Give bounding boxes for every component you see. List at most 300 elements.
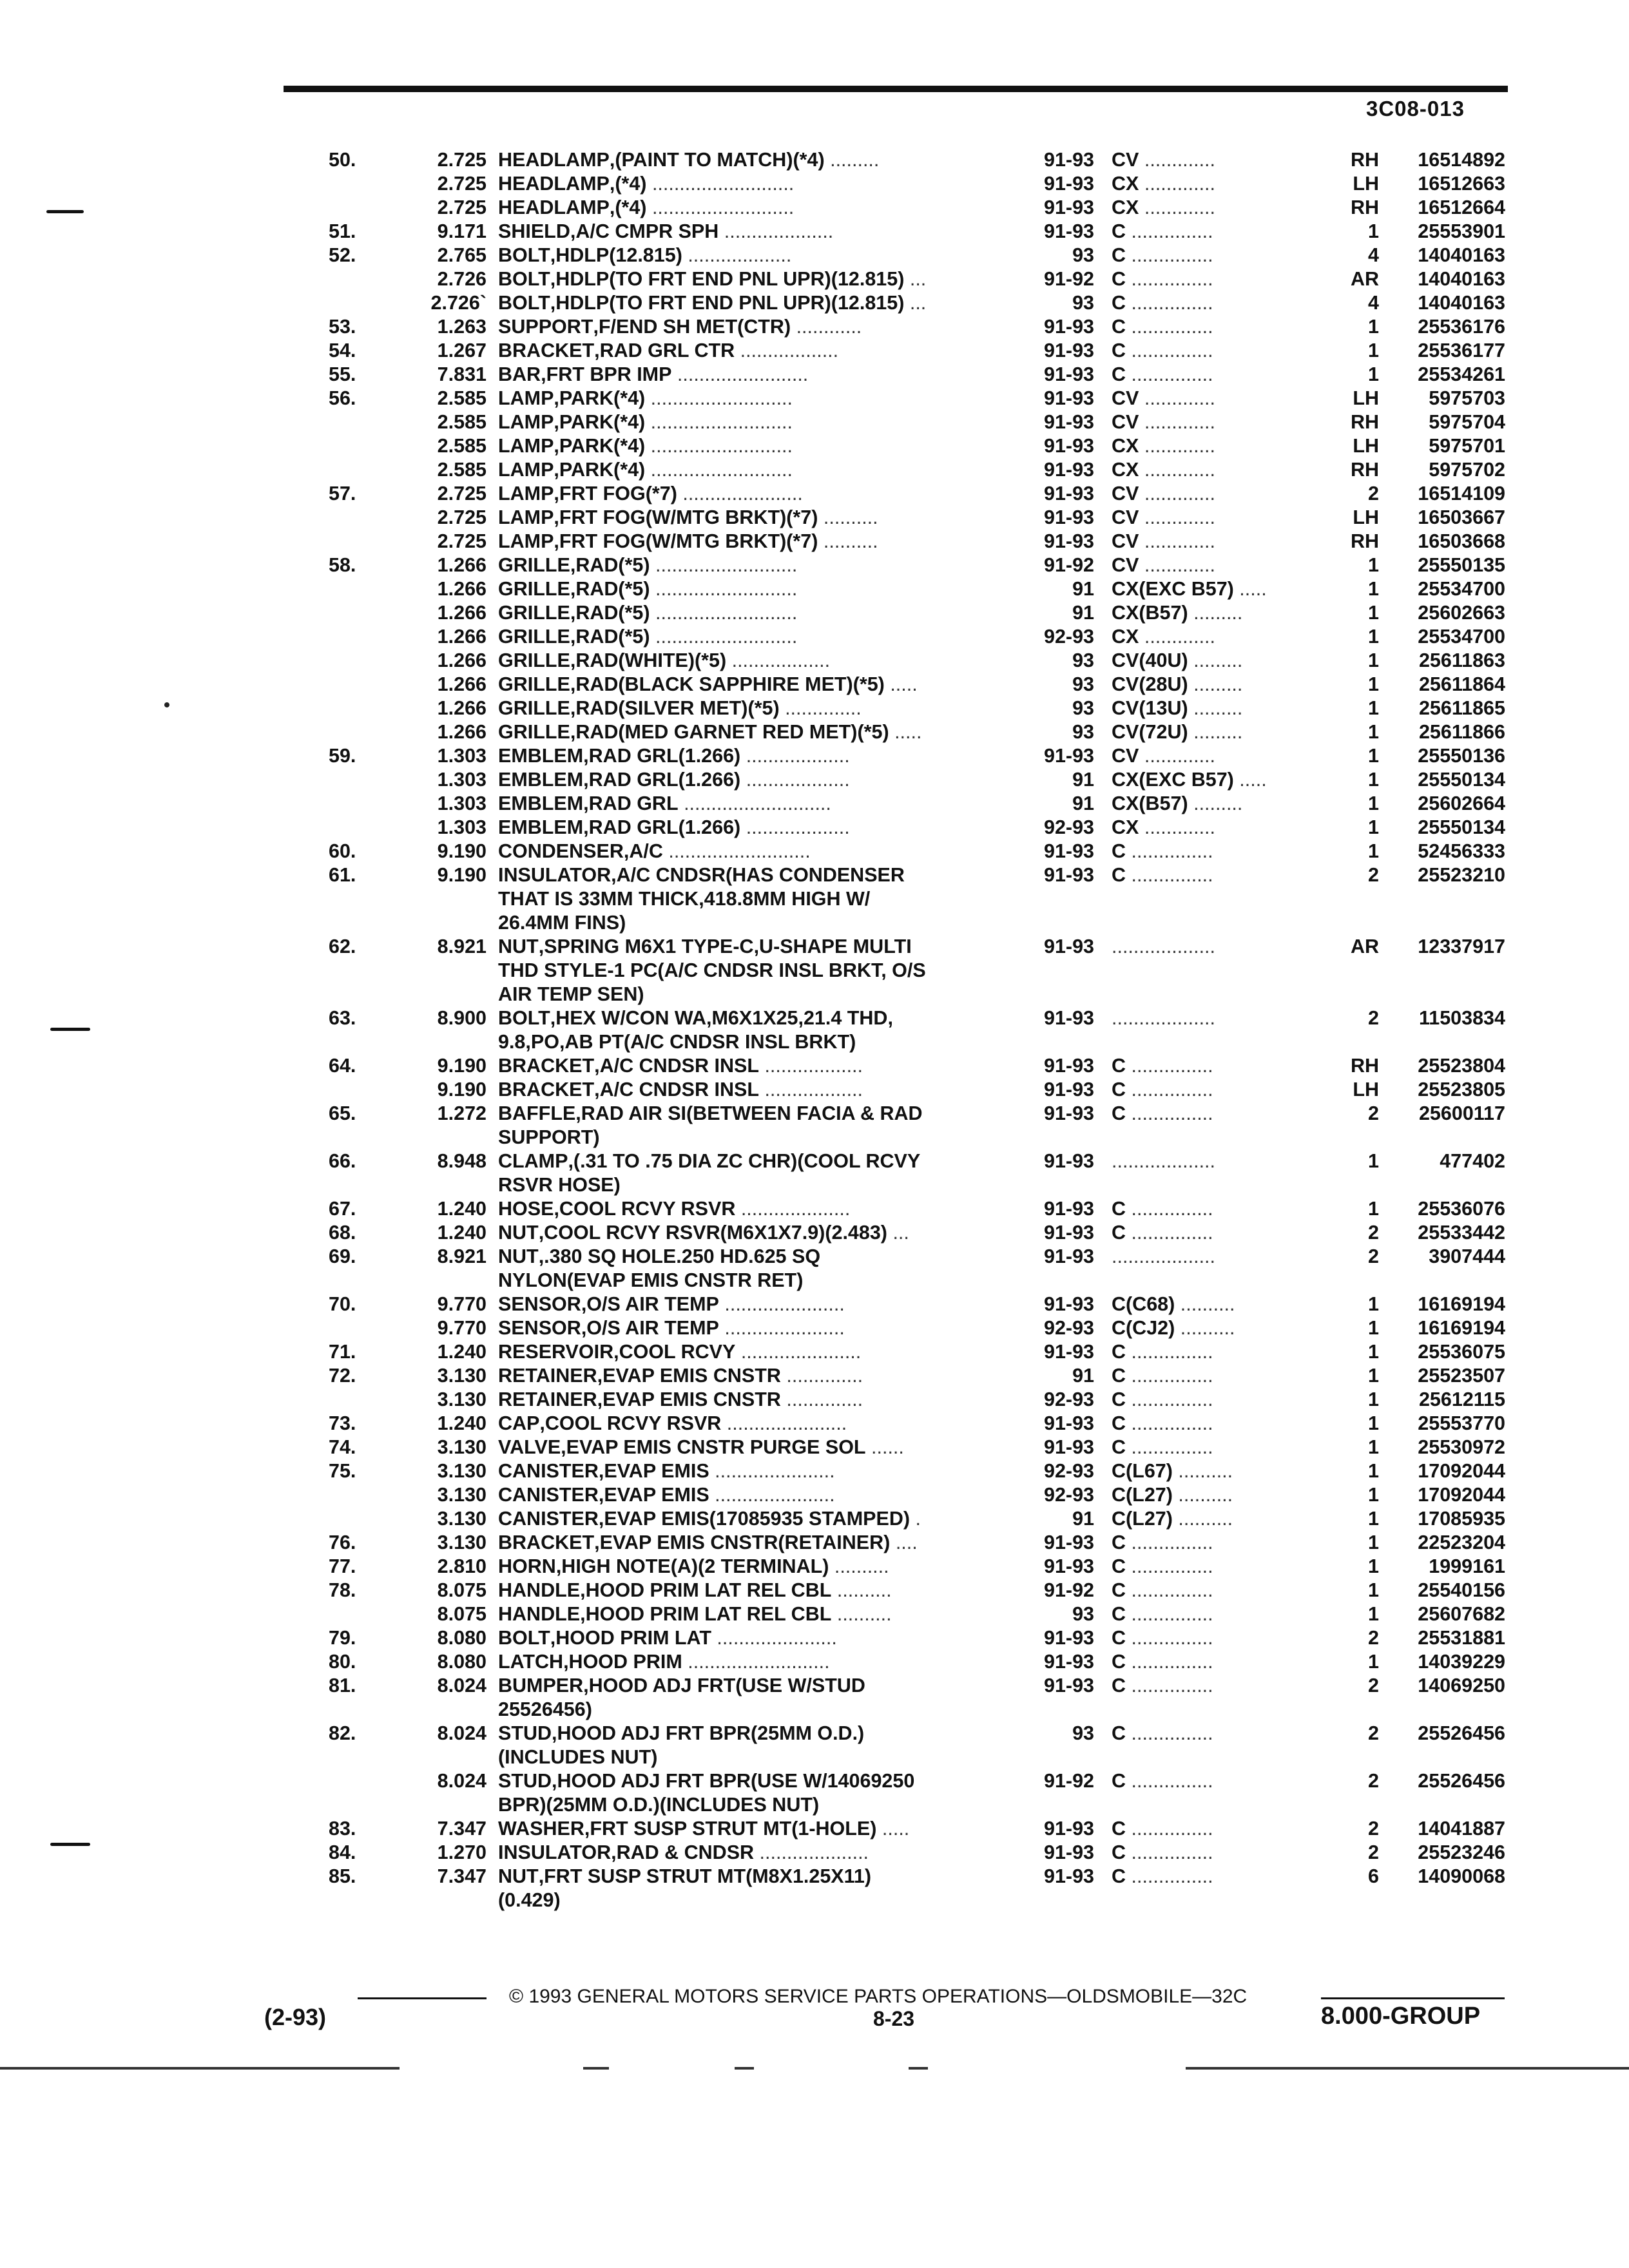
part-number: 14040163 [1418, 268, 1505, 290]
part-description: ,A/C CNDSR INSL [594, 1079, 759, 1100]
quantity: 1 [1368, 1341, 1379, 1363]
item-number: 78. [329, 1579, 356, 1601]
part-name: HOSE [498, 1198, 554, 1220]
leader-dots: ...................... [721, 1412, 847, 1434]
part-name: GRILLE [498, 721, 570, 743]
part-name: NUT [498, 936, 539, 957]
model-cell [1112, 1626, 1213, 1650]
model-years: 92-93 [1043, 1484, 1094, 1506]
part-number: 477402 [1440, 1150, 1505, 1172]
model-cell [1112, 315, 1213, 339]
leader-dots: .............. [780, 1389, 863, 1410]
quantity: 1 [1368, 793, 1379, 814]
margin-mark [50, 1028, 90, 1031]
parts-row [0, 1650, 1629, 1674]
quantity: 1 [1368, 578, 1379, 600]
footer-date: (2-93) [264, 2004, 327, 2030]
model-years: 91 [1072, 769, 1094, 791]
illustration-ref: 3.130 [437, 1508, 487, 1530]
model-cell [1112, 1841, 1213, 1865]
part-name: BOLT [498, 268, 550, 290]
illustration-ref: 1.266 [437, 626, 487, 648]
quantity: 2 [1368, 483, 1379, 505]
item-number: 74. [329, 1436, 356, 1458]
leader-dots: ............. [1139, 173, 1216, 195]
part-description: ,EVAP EMIS CNSTR(RETAINER) [594, 1532, 891, 1553]
leader-dots: ........................ [671, 363, 809, 385]
quantity: 1 [1368, 1198, 1379, 1220]
quantity: 2 [1368, 1627, 1379, 1649]
quantity: 1 [1368, 1603, 1379, 1625]
leader-dots: .......................... [662, 840, 811, 862]
item-number: 60. [329, 840, 356, 862]
part-name: GRILLE [498, 578, 570, 600]
group-label: 8.000-GROUP [1321, 2003, 1481, 2030]
leader-dots: ............. [1139, 483, 1216, 505]
part-name: LAMP [498, 530, 554, 552]
part-description: ,HOOD ADJ FRT BPR(USE W/14069250 [552, 1770, 915, 1792]
illustration-ref: 2.810 [437, 1555, 487, 1577]
illustration-ref: 2.726 [437, 268, 487, 290]
model-code: CV [1112, 506, 1139, 528]
part-number: 1999161 [1429, 1555, 1505, 1577]
part-name-cell [498, 1221, 909, 1245]
quantity: 1 [1368, 1389, 1379, 1410]
part-name: HEADLAMP [498, 173, 610, 195]
part-description: ,A/C CMPR SPH [570, 220, 719, 242]
parts-row [0, 244, 1629, 267]
part-name-cell [498, 1340, 861, 1364]
part-number: 52456333 [1418, 840, 1505, 862]
part-number: 25523507 [1418, 1365, 1505, 1387]
leader-dots: .................. [726, 649, 831, 671]
part-number: 25611864 [1418, 673, 1505, 695]
page-number: 8-23 [873, 2007, 915, 2030]
parts-row [0, 1555, 1629, 1579]
model-cell [1112, 768, 1267, 792]
illustration-ref: 2.585 [437, 387, 487, 409]
parts-row [0, 196, 1629, 220]
part-name-cell [498, 1412, 847, 1436]
model-years: 91-93 [1043, 1341, 1094, 1363]
part-name-cell [498, 1436, 904, 1459]
part-name: RETAINER [498, 1365, 597, 1387]
part-description: ,HOOD PRIM LAT [550, 1627, 711, 1649]
illustration-ref: 2.725 [437, 483, 487, 505]
part-name-cell [498, 1841, 869, 1865]
item-number: 75. [329, 1460, 356, 1482]
part-name: STUD [498, 1770, 552, 1792]
part-name-cell [498, 1579, 892, 1602]
item-number: 54. [329, 340, 356, 361]
leader-dots: .......... [829, 1555, 889, 1577]
illustration-ref: 1.267 [437, 340, 487, 361]
model-years: 91-93 [1043, 1818, 1094, 1840]
part-description: ,RAD GRL [583, 793, 679, 814]
leader-dots: ...................... [709, 1460, 835, 1482]
illustration-ref: 2.585 [437, 411, 487, 433]
model-code: CV [1112, 530, 1139, 552]
part-description: ,F/END SH MET(CTR) [593, 316, 791, 338]
part-number: 25550136 [1418, 745, 1505, 767]
model-code: C [1112, 1102, 1126, 1124]
leader-dots: ............. [1139, 745, 1216, 767]
part-name: BAR [498, 363, 541, 385]
model-years: 91-93 [1043, 530, 1094, 552]
part-name: BOLT [498, 1007, 550, 1029]
part-description: ,EVAP EMIS [598, 1484, 709, 1506]
part-number: 25530972 [1418, 1436, 1505, 1458]
parts-row [0, 1245, 1629, 1293]
part-description: ,FRT SUSP STRUT MT(1-HOLE) [584, 1818, 877, 1840]
part-description: ,RAD GRL CTR [594, 340, 735, 361]
parts-row [0, 577, 1629, 601]
item-number: 61. [329, 864, 356, 886]
leader-dots: .......................... [645, 459, 793, 481]
item-number: 59. [329, 745, 356, 767]
model-code: C [1112, 340, 1126, 361]
parts-row [0, 1006, 1629, 1054]
model-years: 93 [1072, 649, 1094, 671]
item-number: 62. [329, 936, 356, 957]
model-years: 91-93 [1043, 1865, 1094, 1887]
quantity: 6 [1368, 1865, 1379, 1887]
leader-dots: ......... [1188, 602, 1243, 624]
part-name: LAMP [498, 506, 554, 528]
quantity: 1 [1368, 1317, 1379, 1339]
model-code: C [1112, 1722, 1126, 1744]
leader-dots: ............... [1126, 1627, 1213, 1649]
leader-dots: ............... [1126, 1722, 1213, 1744]
part-number: 25550134 [1418, 769, 1505, 791]
illustration-ref: 2.725 [437, 506, 487, 528]
model-years: 91-93 [1043, 1436, 1094, 1458]
model-years: 91-93 [1043, 435, 1094, 457]
illustration-ref: 9.190 [437, 1079, 487, 1100]
model-years: 91-93 [1043, 1555, 1094, 1577]
model-code: CX [1112, 816, 1139, 838]
model-code: CV(28U) [1112, 673, 1188, 695]
model-years: 91 [1072, 602, 1094, 624]
model-cell [1112, 1579, 1213, 1602]
part-name-cell [498, 148, 879, 172]
part-name-cell [498, 244, 791, 267]
leader-dots: ............... [1126, 1603, 1213, 1625]
margin-mark [46, 210, 84, 213]
part-description: ,SPRING M6X1 TYPE-C,U-SHAPE MULTI [538, 936, 912, 957]
part-name-cell [498, 1650, 830, 1674]
model-cell [1112, 387, 1215, 410]
model-years: 91-92 [1043, 554, 1094, 576]
part-name: RESERVOIR [498, 1341, 614, 1363]
part-name: GRILLE [498, 649, 570, 671]
model-years: 93 [1072, 1603, 1094, 1625]
model-years: 91-93 [1043, 1079, 1094, 1100]
part-number: 16514109 [1418, 483, 1505, 505]
part-number: 14040163 [1418, 292, 1505, 314]
parts-row [0, 410, 1629, 434]
leader-dots: .......................... [646, 173, 795, 195]
parts-row [0, 1817, 1629, 1841]
parts-row [0, 148, 1629, 172]
illustration-ref: 8.921 [437, 936, 487, 957]
model-cell [1112, 434, 1215, 458]
quantity: 1 [1368, 697, 1379, 719]
quantity: AR [1350, 936, 1379, 957]
quantity: AR [1350, 268, 1379, 290]
quantity: LH [1353, 1079, 1379, 1100]
part-name-cell [498, 1054, 863, 1078]
model-years: 92-93 [1043, 626, 1094, 648]
part-name: VALVE [498, 1436, 561, 1458]
model-cell [1112, 744, 1215, 768]
part-name-cell [498, 1245, 820, 1269]
part-name-cell [498, 673, 918, 697]
part-number: 14090068 [1418, 1865, 1505, 1887]
parts-row [0, 172, 1629, 196]
quantity: 1 [1368, 673, 1379, 695]
part-name-cell [498, 172, 794, 196]
model-code: C [1112, 1436, 1126, 1458]
leader-dots: .......... [1172, 1508, 1233, 1530]
part-name: GRILLE [498, 673, 570, 695]
part-number: 17085935 [1418, 1508, 1505, 1530]
leader-dots: ...... [865, 1436, 904, 1458]
item-number: 68. [329, 1222, 356, 1244]
model-cell [1112, 1817, 1213, 1841]
part-number: 25523246 [1418, 1841, 1505, 1863]
illustration-ref: 8.948 [437, 1150, 487, 1172]
parts-row [0, 1149, 1629, 1197]
model-cell [1112, 148, 1215, 172]
model-cell [1112, 649, 1242, 673]
model-years: 91-93 [1043, 1222, 1094, 1244]
parts-row [0, 1102, 1629, 1149]
item-number: 53. [329, 316, 356, 338]
leader-dots: .......................... [650, 554, 798, 576]
leader-dots: ......... [1188, 673, 1243, 695]
model-years: 91-93 [1043, 936, 1094, 957]
scan-speck [164, 702, 169, 707]
illustration-ref: 2.585 [437, 435, 487, 457]
leader-dots: ..... [1233, 578, 1267, 600]
part-description: ,FRT BPR IMP [541, 363, 672, 385]
part-number: 25550135 [1418, 554, 1505, 576]
parts-row [0, 673, 1629, 697]
illustration-ref: 9.190 [437, 840, 487, 862]
quantity: 2 [1368, 1722, 1379, 1744]
model-code: C [1112, 1389, 1126, 1410]
quantity: 2 [1368, 1675, 1379, 1696]
part-name: EMBLEM [498, 769, 584, 791]
quantity: RH [1350, 459, 1379, 481]
parts-row [0, 1078, 1629, 1102]
part-name-cell [498, 220, 833, 244]
part-number: 25534261 [1418, 363, 1505, 385]
part-name-cell [498, 1078, 863, 1102]
model-years: 93 [1072, 721, 1094, 743]
parts-row [0, 1459, 1629, 1483]
model-code: C [1112, 1841, 1126, 1863]
model-years: 91-93 [1043, 864, 1094, 886]
parts-row [0, 1507, 1629, 1531]
part-description: ,HDLP(12.815) [550, 244, 682, 266]
part-name: CONDENSER [498, 840, 624, 862]
model-cell [1112, 720, 1242, 744]
parts-row [0, 387, 1629, 410]
model-cell [1112, 625, 1215, 649]
part-number: 25534700 [1418, 578, 1505, 600]
model-years: 91-93 [1043, 1102, 1094, 1124]
illustration-ref: 8.024 [437, 1770, 487, 1792]
model-cell [1112, 267, 1213, 291]
leader-dots: ......... [1188, 721, 1243, 743]
leader-dots: .......................... [645, 411, 793, 433]
model-cell [1112, 1245, 1215, 1269]
part-description: ,A/C [623, 840, 663, 862]
leader-dots: ............... [1126, 1341, 1213, 1363]
model-code: C [1112, 1579, 1126, 1601]
model-cell [1112, 1531, 1213, 1555]
model-years: 91-93 [1043, 411, 1094, 433]
parts-row [0, 601, 1629, 625]
parts-row [0, 1364, 1629, 1388]
model-code: CX(EXC B57) [1112, 578, 1234, 600]
parts-row [0, 935, 1629, 1006]
part-number: 16512664 [1418, 197, 1505, 218]
illustration-ref: 8.080 [437, 1627, 487, 1649]
part-number: 25550134 [1418, 816, 1505, 838]
illustration-ref: 9.770 [437, 1317, 487, 1339]
leader-dots: ............... [1126, 1532, 1213, 1553]
part-number: 16503668 [1418, 530, 1505, 552]
part-name-cell [498, 315, 862, 339]
part-description: ,RAD & CNDSR [611, 1841, 755, 1863]
leader-dots: ... [904, 292, 927, 314]
leader-dots: ............... [1126, 1555, 1213, 1577]
part-description: ,PARK(*4) [554, 411, 646, 433]
part-description: ,A/C CNDSR INSL [594, 1055, 759, 1077]
parts-row [0, 1531, 1629, 1555]
quantity: 1 [1368, 816, 1379, 838]
model-cell [1112, 1436, 1213, 1459]
leader-dots: ..... [884, 673, 918, 695]
quantity: RH [1350, 149, 1379, 171]
part-description-continued: THAT IS 33MM THICK,418.8MM HIGH W/ 26.4MM FINS) [498, 888, 871, 934]
parts-row [0, 506, 1629, 530]
part-number: 25536176 [1418, 316, 1505, 338]
model-years: 91-93 [1043, 1150, 1094, 1172]
part-description: ,HDLP(TO FRT END PNL UPR)(12.815) [550, 292, 905, 314]
part-name-cell [498, 363, 808, 387]
model-cell [1112, 220, 1213, 244]
part-name-cell [498, 196, 794, 220]
part-name: LAMP [498, 387, 554, 409]
part-name-cell [498, 1674, 865, 1698]
leader-dots: ............. [1139, 411, 1216, 433]
part-name-cell [498, 1555, 889, 1579]
model-years: 91-93 [1043, 1293, 1094, 1315]
parts-row [0, 1722, 1629, 1769]
parts-row [0, 1865, 1629, 1912]
leader-dots: .......... [831, 1603, 892, 1625]
leader-dots: .......... [1175, 1317, 1235, 1339]
model-years: 91-93 [1043, 506, 1094, 528]
model-cell [1112, 1674, 1213, 1698]
footer-copyright: © 1993 GENERAL MOTORS SERVICE PARTS OPERATIONS—OLDSMOBILE—32C [509, 1986, 1248, 2007]
part-number: 5975704 [1429, 411, 1505, 433]
leader-dots: ............... [1126, 1055, 1213, 1077]
part-number: 25540156 [1418, 1579, 1505, 1601]
part-description: ,HOOD PRIM [563, 1651, 682, 1673]
part-number: 25536075 [1418, 1341, 1505, 1363]
leader-dots: .......................... [645, 435, 793, 457]
parts-row [0, 1626, 1629, 1650]
quantity: 1 [1368, 626, 1379, 648]
leader-dots: ......... [824, 149, 880, 171]
part-name: BRACKET [498, 1079, 595, 1100]
part-description: ,(PAINT TO MATCH)(*4) [609, 149, 825, 171]
illustration-ref: 8.080 [437, 1651, 487, 1673]
model-code: C(C68) [1112, 1293, 1175, 1315]
leader-dots: .................. [735, 340, 839, 361]
model-years: 91-93 [1043, 840, 1094, 862]
quantity: 1 [1368, 340, 1379, 361]
model-years: 93 [1072, 244, 1094, 266]
leader-dots: ............... [1126, 1770, 1213, 1792]
leader-dots: ...................... [677, 483, 803, 505]
part-description-continued: NYLON(EVAP EMIS CNSTR RET) [498, 1269, 804, 1291]
illustration-ref: 1.266 [437, 649, 487, 671]
part-number: 25536076 [1418, 1198, 1505, 1220]
leader-dots: ............... [1126, 268, 1213, 290]
leader-dots: ...................... [709, 1484, 835, 1506]
model-years: 91-92 [1043, 1770, 1094, 1792]
illustration-ref: 8.024 [437, 1722, 487, 1744]
model-cell [1112, 935, 1215, 959]
model-cell [1112, 244, 1213, 267]
parts-row [0, 220, 1629, 244]
leader-dots: ................... [740, 745, 850, 767]
part-description-continued: BPR)(25MM O.D.)(INCLUDES NUT) [498, 1794, 820, 1816]
parts-row [0, 1602, 1629, 1626]
illustration-ref: 1.240 [437, 1222, 487, 1244]
part-name: BOLT [498, 244, 550, 266]
part-number: 14040163 [1418, 244, 1505, 266]
leader-dots: .......... [831, 1579, 892, 1601]
model-cell [1112, 1507, 1233, 1531]
leader-dots: ......... [1188, 697, 1243, 719]
leader-dots: ................... [1112, 936, 1216, 957]
model-code: CX [1112, 197, 1139, 218]
model-years: 91-93 [1043, 387, 1094, 409]
model-cell [1112, 1769, 1213, 1793]
quantity: 4 [1368, 292, 1379, 314]
model-cell [1112, 792, 1242, 816]
document-code: 3C08-013 [1366, 97, 1465, 120]
part-name: HANDLE [498, 1579, 581, 1601]
parts-row [0, 1316, 1629, 1340]
part-name: CAP [498, 1412, 540, 1434]
model-cell [1112, 1602, 1213, 1626]
parts-row [0, 816, 1629, 840]
model-years: 91-93 [1043, 197, 1094, 218]
leader-dots: ......... [1188, 649, 1243, 671]
part-description-continued: (0.429) [498, 1889, 561, 1911]
part-number: 25531881 [1418, 1627, 1505, 1649]
model-years: 91 [1072, 1508, 1094, 1530]
part-name-cell [498, 601, 797, 625]
